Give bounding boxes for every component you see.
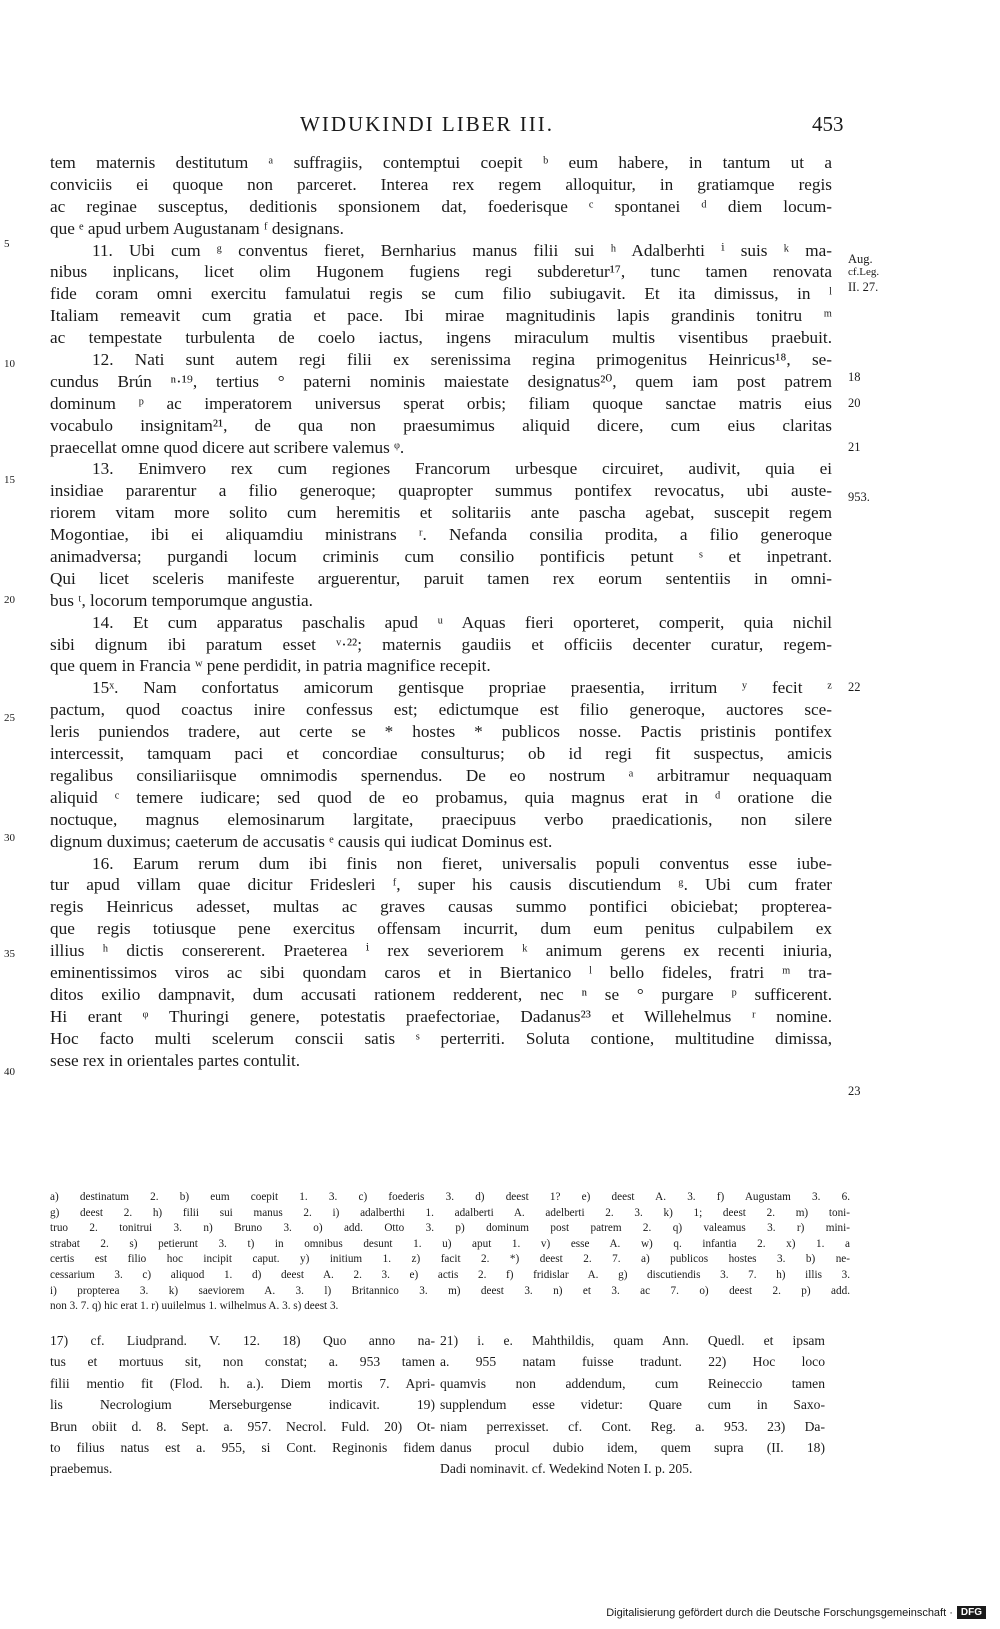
- note-line: a. 955 natam fuisse tradunt. 22) Hoc loco: [440, 1354, 825, 1370]
- digitization-credit: [606, 1606, 986, 1619]
- note-line: Brun obiit d. 8. Sept. a. 957. Necrol. Fuld. 20) Ot-: [50, 1418, 435, 1434]
- line-number: 25: [4, 712, 15, 724]
- margin-note-23: 23: [848, 1084, 861, 1098]
- apparatus-line: certis est filio hoc incipit caput. y) initium 1. z) facit 2. *) deest 2. 7. a) publicos hostes 3. b) ne-: [50, 1253, 850, 1266]
- text-line: nibus inplicans, licet olim Hugonem fugiens regi subderetur¹⁷, tunc tamen renovata: [50, 262, 832, 282]
- note-line: tus et mortuus sit, non constat; a. 953 tamen: [50, 1354, 435, 1370]
- text-line: 16. Earum rerum dum ibi finis non fieret, universalis populi conventus esse iube-: [92, 853, 832, 873]
- text-line: cundus Brún ⁿ·¹⁹, tertius ° paterni nominis maiestate designatus²⁰, quem iam post patrem: [50, 371, 832, 391]
- margin-note-leg-ref: II. 27.: [848, 280, 879, 294]
- text-line: sese rex in orientales partes contulit.: [50, 1050, 301, 1070]
- dfg-logo: DFG: [957, 1606, 986, 1619]
- note-line: 17) cf. Liudprand. V. 12. 18) Quo anno na-: [50, 1333, 435, 1348]
- note-line: lis Necrologium Merseburgense indicavit. 19): [50, 1397, 435, 1413]
- text-line: conviciis ei quoque non parceret. Interea rex regem alloquitur, in gratiamque regis: [50, 174, 832, 194]
- text-line: que regis totiusque pene exercitus offensam incurrit, dum eum penitus culpabilem ex: [50, 919, 832, 939]
- text-line: 12. Nati sunt autem regi filii ex serenissima regina primogenitus Heinricus¹⁸, se-: [92, 350, 832, 370]
- text-line: Hoc facto multi scelerum conscii satis ˢ perterriti. Soluta contione, multitudine dimissa,: [50, 1028, 832, 1048]
- margin-note-20: 20: [848, 396, 861, 410]
- text-line: sibi dignum ibi paratum esset ᵛ·²²; maternis gaudiis et officiis decenter curatur, regem-: [50, 634, 832, 654]
- text-line: animadversa; purgandi locum criminis cum consilio pontificis petunt ˢ et inpetrant.: [50, 547, 832, 567]
- line-number: 30: [4, 832, 15, 844]
- text-line: tur apud villam quae dicitur Fridesleri ᶠ, super his causis discutiendum ᵍ. Ubi cum frater: [50, 875, 832, 895]
- text-line: dominum ᵖ ac imperatorem universus sperat orbis; filiam quoque sanctae matris eius: [50, 393, 832, 413]
- margin-note-21: 21: [848, 440, 861, 454]
- text-line: leris puniendos tradere, aut certe se * hostes * publicos nosse. Pactis pristinis pontifex: [50, 722, 832, 742]
- main-text: [50, 152, 832, 1071]
- text-line: illius ʰ dictis consererent. Praeterea ⁱ rex severiorem ᵏ animum gerens ex recenti iniuria,: [50, 941, 832, 961]
- text-line: Mogontiae, ibi ei aliquamdiu ministrans ʳ. Nefanda consilia prodita, a filio generoque: [50, 525, 832, 545]
- text-line: ac reginae susceptus, deditionis sponsionem dat, foederisque ᶜ spontanei ᵈ diem locum-: [50, 196, 832, 216]
- text-line: insidiae pararentur a filio generoque; quapropter summus pontifex revocatus, ubi auste-: [50, 481, 832, 501]
- text-line: 11. Ubi cum ᵍ conventus fieret, Bernharius manus filii sui ʰ Adalberhti ⁱ suis ᵏ ma-: [92, 240, 832, 260]
- note-line: filii mentio fit (Flod. h. a.). Diem mortis 7. Apri-: [50, 1375, 435, 1391]
- line-number: 5: [4, 238, 10, 250]
- text-line: eminentissimos viros ac sibi quondam caros et in Biertanico ˡ bello fideles, fratri ᵐ tra-: [50, 962, 832, 982]
- apparatus-line: truo 2. tonitrui 3. n) Bruno 3. o) add. Otto 3. p) dominum post patrem 2. q) valeamus 3. r) mini-: [50, 1222, 850, 1235]
- text-line: 13. Enimvero rex cum regiones Francorum urbesque circuiret, audivit, quia ei: [92, 459, 832, 479]
- note-line: Dadi nominavit. cf. Wedekind Noten I. p. 205.: [440, 1461, 693, 1477]
- running-title: WIDUKINDI LIBER III.: [300, 112, 555, 136]
- text-line: 14. Et cum apparatus paschalis apud ᵘ Aquas fieri oporteret, comperit, quia nichil: [92, 612, 832, 632]
- text-line: pactum, quod coactus inire confessus est; edictumque est filio generoque, auctores sce-: [50, 700, 832, 720]
- apparatus-line: g) deest 2. h) filii sui manus 2. i) adalberthi 1. adalberti A. adelberti 2. 3. k) 1; deest 2. m) toni-: [50, 1206, 850, 1219]
- text-line: dignum duximus; caeterum de accusatis ᵉ causis qui iudicat Dominus est.: [50, 831, 553, 851]
- text-line: fide coram omni exercitu famulatui regis se cum filio subiugavit. Et ita dimissus, in ˡ: [50, 284, 832, 304]
- apparatus-line: non 3. 7. q) hic erat 1. r) uuilelmus 1. wilhelmus A. 3. s) deest 3.: [50, 1300, 339, 1313]
- line-number: 20: [4, 594, 15, 606]
- margin-note-aug: Aug.: [848, 252, 873, 266]
- text-line: aliquid ᶜ temere iudicare; sed quod de eo probamus, quia magnus erat in ᵈ oratione die: [50, 787, 832, 807]
- credit-text: Digitalisierung gefördert durch die Deutsche Forschungsgemeinschaft ·: [606, 1606, 953, 1619]
- margin-note-22: 22: [848, 680, 861, 694]
- text-line: tem maternis destitutum ᵃ suffragiis, contemptui coepit ᵇ eum habere, in tantum ut a: [50, 153, 832, 172]
- line-number: 40: [4, 1066, 15, 1078]
- critical-apparatus: [50, 1190, 850, 1315]
- text-line: que ᵉ apud urbem Augustanam ᶠ designans.: [50, 218, 344, 238]
- text-line: vocabulo insignitam²¹, de qua non praesumimus aliquid dicere, cum eius claritas: [50, 415, 832, 435]
- note-line: danus procul dubio idem, quem supra (II. 18): [440, 1439, 825, 1455]
- text-line: intercessit, tamquam paci et concordiae consulturus; ob id regi fit suspectus, amicis: [50, 744, 832, 764]
- margin-note-cf-leg: cf.Leg.: [848, 266, 880, 278]
- text-line: ditos exilio dampnavit, dum accusati rationem redderent, nec ⁿ se ° purgare ᵖ sufficerent.: [50, 984, 832, 1004]
- text-line: noctuque, magnus elemosinarum largitate, praecipuus verbo praedicationis, non silere: [50, 809, 832, 829]
- note-line: praebemus.: [50, 1461, 113, 1477]
- page-header: [0, 112, 1000, 142]
- line-number: 35: [4, 948, 15, 960]
- apparatus-line: strabat 2. s) petierunt 3. t) in omnibus desunt 1. u) aput 1. v) esse A. w) q. infantia 2. x) 1. a: [50, 1237, 850, 1250]
- text-line: riorem vitam more solito cum heremitis et solitariis ante pascha agebat, suscepit regem: [50, 503, 832, 523]
- apparatus-line: cessarium 3. c) aliquod 1. d) deest A. 2. 3. e) actis 2. f) fridislar A. g) discutiendis 3. 7. h) illis 3.: [50, 1268, 850, 1281]
- note-line: niam perrexisset. cf. Cont. Reg. a. 953. 23) Da-: [440, 1418, 825, 1434]
- text-line: Italiam remeavit cum gratia et pace. Ibi mirae magnitudinis lapis grandinis tonitru ᵐ: [50, 306, 832, 326]
- text-line: regis Heinricus adesset, multas ac graves causas summo pontifici obiciebat; propterea-: [50, 897, 832, 917]
- apparatus-line: i) propterea 3. k) saeviorem A. 3. l) Britannico 3. m) deest 3. n) et 3. ac 7. o) deest 2. p) add.: [50, 1284, 850, 1297]
- page-number: 453: [812, 112, 844, 136]
- text-line: que quem in Francia ʷ pene perdidit, in patria magnifice recepit.: [50, 656, 491, 676]
- text-line: praecellat omne quod dicere aut scribere valemus ᵠ.: [50, 437, 405, 457]
- notes-right-column: [440, 1330, 825, 1480]
- line-number: 10: [4, 358, 15, 370]
- text-line: bus ᵗ, locorum temporumque angustia.: [50, 590, 313, 610]
- text-line: Qui licet sceleris manifeste arguerentur, paruit tamen rex eorum sententiis in omni-: [50, 568, 832, 588]
- note-line: to filius natus est a. 955, si Cont. Reginonis fidem: [50, 1439, 435, 1455]
- note-line: supplendum esse videtur: Quare cum in Saxo-: [440, 1397, 825, 1413]
- line-number: 15: [4, 474, 15, 486]
- apparatus-line: a) destinatum 2. b) eum coepit 1. 3. c) foederis 3. d) deest 1? e) deest A. 3. f) Augustam 3. 6.: [50, 1191, 850, 1203]
- note-line: quamvis non addendum, cum Reineccio tamen: [440, 1375, 825, 1391]
- margin-note-18: 18: [848, 370, 861, 384]
- note-line: 21) i. e. Mahthildis, quam Ann. Quedl. et ipsam: [440, 1333, 825, 1348]
- text-line: regalibus consiliariisque omnimodis spernendus. De eo nostrum ᵃ arbitramur nequaquam: [50, 765, 832, 785]
- text-line: ac tempestate turbulenta de coelo iactus, ingens miraculum multis visentibus praebuit.: [50, 328, 832, 348]
- margin-note-953: 953.: [848, 490, 870, 504]
- text-line: Hi erant ᵠ Thuringi genere, potestatis praefectoriae, Dadanus²³ et Willehelmus ʳ nomine.: [50, 1006, 832, 1026]
- text-line: 15ˣ. Nam confortatus amicorum gentisque propriae praesentia, irritum ʸ fecit ᶻ: [92, 678, 832, 698]
- notes-left-column: [50, 1330, 435, 1480]
